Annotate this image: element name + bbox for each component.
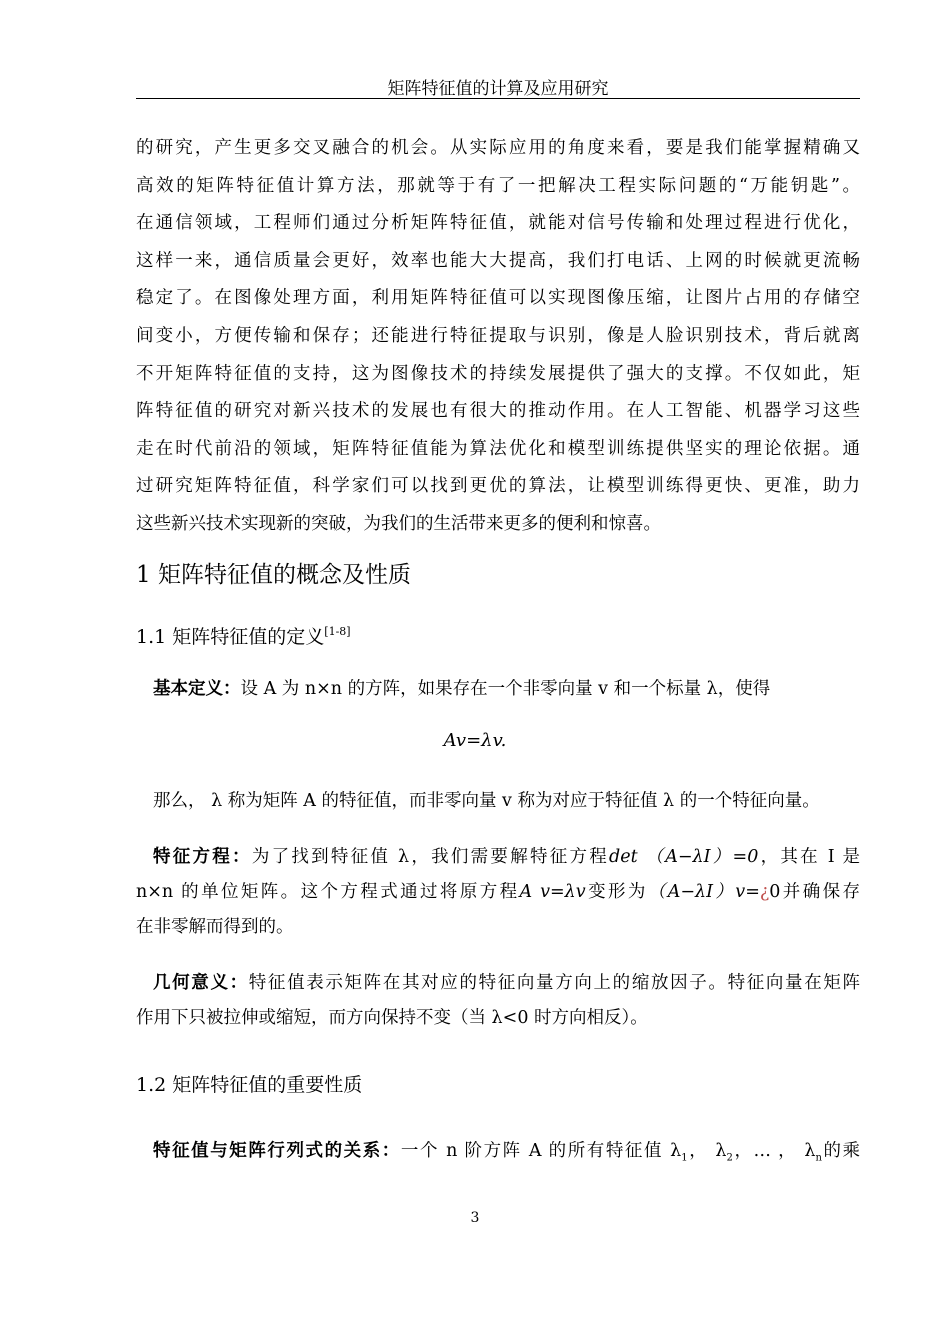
char-eq-text: 为了找到特征值 λ，我们需要解特征方程	[251, 847, 610, 867]
text-line	[136, 840, 860, 875]
text-line: 的研究，产生更多交叉融合的机会。从实际应用的角度来看，要是我们能掌握精确又	[136, 138, 860, 158]
determinant-text: 的乘	[821, 1141, 861, 1161]
text-line: 在通信领域，工程师们通过分析矩阵特征值，就能对信号传输和处理过程进行优化，	[136, 213, 860, 234]
citation: [1-8]	[324, 625, 351, 638]
text-line: 这样一来，通信质量会更好，效率也能大大提高，我们打电话、上网的时候就更流畅	[136, 250, 860, 271]
text-line: 过研究矩阵特征值，科学家们可以找到更优的算法，让模型训练得更快、更准，助力	[136, 476, 860, 497]
text-line: 稳定了。在图像处理方面，利用矩阵特征值可以实现图像压缩，让图片占用的存储空	[136, 288, 860, 309]
text-line	[136, 1134, 860, 1176]
text-line: 阵特征值的研究对新兴技术的发展也有很大的推动作用。在人工智能、机器学习这些	[136, 401, 860, 422]
char-eq-math: A v=λv	[519, 882, 586, 902]
section-heading-1	[136, 556, 411, 589]
determinant-paragraph	[136, 1134, 860, 1176]
text-line: 作用下只被拉伸或缩短，而方向保持不变（当 λ<0 时方向相反）。	[136, 1008, 648, 1028]
geometry-text: 特征值表示矩阵在其对应的特征向量方向上的缩放因子。特征向量在矩阵	[248, 973, 860, 993]
char-eq-math: det （A−λI）=0	[609, 847, 759, 867]
char-eq-zero: 0	[769, 882, 781, 902]
text-line: 这些新兴技术实现新的突破，为我们的生活带来更多的便利和惊喜。	[136, 513, 661, 534]
section-heading-1-2	[136, 1070, 362, 1097]
determinant-text: 一个 n 阶方阵 A 的所有特征值 λ	[400, 1141, 682, 1161]
definition-text: 设 A 为 n×n 的方阵，如果存在一个非零向量 v 和一个标量 λ，使得	[240, 679, 771, 699]
char-eq-text: 并确保存	[780, 882, 861, 902]
definition-label: 基本定义：	[153, 679, 241, 699]
determinant-text: ， λ	[687, 1141, 727, 1161]
determinant-text: ，… ， λ	[732, 1141, 816, 1161]
geometry-label: 几何意义：	[153, 973, 249, 993]
header-rule	[136, 98, 860, 99]
text-line: 不开矩阵特征值的支持，这为图像技术的持续发展提供了强大的支撑。不仅如此，矩	[136, 363, 860, 384]
subscript: 1	[681, 1152, 688, 1164]
text-line: 高效的矩阵特征值计算方法，那就等于有了一把解决工程实际问题的“万能钥匙”。	[136, 175, 860, 196]
broken-glyph: ¿	[759, 882, 770, 902]
section-number: 1.1	[136, 626, 167, 648]
text-line: 在非零解而得到的。	[136, 917, 294, 937]
subscript: n	[815, 1152, 822, 1164]
geometry-paragraph	[136, 966, 860, 1036]
running-header: 矩阵特征值的计算及应用研究	[387, 79, 609, 99]
section-heading-1-1	[136, 622, 351, 649]
characteristic-equation-paragraph	[136, 840, 860, 945]
then-text: 那么， λ 称为矩阵 A 的特征值，而非零向量 v 称为对应于特征值 λ 的一个特征向量。	[153, 791, 820, 811]
determinant-label: 特征值与矩阵行列式的关系：	[153, 1141, 401, 1161]
eigen-equation: Av=λv.	[443, 730, 507, 751]
section-title: 矩阵特征值的重要性质	[172, 1074, 363, 1096]
char-eq-text: ，其在 I 是	[758, 847, 860, 867]
definition-paragraph	[136, 672, 860, 707]
intro-paragraph	[136, 130, 860, 544]
text-line	[136, 966, 860, 1001]
text-line: 间变小，方便传输和保存；还能进行特征提取与识别，像是人脸识别技术，背后就离	[136, 325, 860, 346]
then-paragraph	[136, 784, 860, 819]
char-eq-label: 特征方程：	[153, 847, 252, 867]
char-eq-text: n×n 的单位矩阵。这个方程式通过将原方程	[136, 882, 520, 902]
text-line: 走在时代前沿的领域，矩阵特征值能为算法优化和模型训练提供坚实的理论依据。通	[136, 438, 860, 459]
char-eq-math: （A−λI）v=	[647, 882, 760, 902]
subscript: 2	[726, 1152, 733, 1164]
text-line	[136, 875, 860, 910]
section-number: 1	[136, 562, 151, 588]
page-number: 3	[470, 1210, 480, 1226]
section-number: 1.2	[136, 1074, 167, 1096]
section-title: 矩阵特征值的概念及性质	[157, 562, 411, 588]
section-title: 矩阵特征值的定义	[172, 626, 325, 648]
char-eq-text: 变形为	[585, 882, 648, 902]
